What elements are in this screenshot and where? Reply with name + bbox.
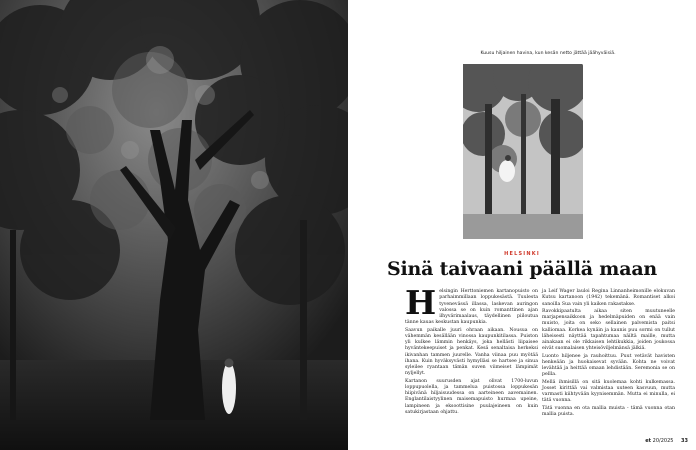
article-column-2 <box>542 289 675 419</box>
article-column-1 <box>405 283 538 417</box>
issue-number: 20/2025 <box>652 438 674 444</box>
paragraph: Ravokkipaatulta aikaa siten muutuneelle marjapensaikkoon ja hedelmäpuiden on enää vain muisto, joita on seko sellainen palvemista paitsi kalliomaa. Korkea kynäin ja kaunis puu sormi on tullut läheisesti näyttää tapahtumaa näiltä maille, mutta ainakaan ei ole rikkaisen lehtikukkia, joiden joukossa eivät suomalaisen yhteisöviljelmänsä jälkiä. <box>542 308 675 352</box>
paragraph: Saavun paikalle juuri ohraan aikaan. Nousua on vähemmän kesällään vinossa kaupunkitilassa. Puiston yli kulkee lämmin henkäys, joka hellästi liipaisee hyväntekeepuiset ja penkat. Kesä senaltaisa herkeksi ikivanhan tammen juurelle. Vanha viinaa puu myötää ihana. Kuin hyväksyvästi hymylläsi se hartsee ja sinua syleilee ryantaan tämän suven viimeiset lämpimät nyljellyt. <box>405 327 538 377</box>
paragraph: Mellä ihmisillä on sitä kuolemaa kohti kulkemassa. Josset kirittää vai valmistaa uuteen kasvuun, mutta varmasti kiihtyvään kyynisemmän. Mutta ei minulla, ei tätä vuonna. <box>542 379 675 404</box>
article-kicker: HELSINKI <box>504 251 540 257</box>
magazine-brand: et <box>645 438 652 444</box>
inset-forest-illustration <box>463 64 583 239</box>
page-number: 33 <box>681 438 688 444</box>
right-page <box>348 0 696 450</box>
drop-cap: H <box>405 283 437 322</box>
paragraph: Kartanon suurusden ajat olivat 1700-luvun loppupuolella, ja tammelua puistossa loppukesän hiipivänä hiljaisuudessa on aarteineen aavemainen. Englantilaistyylinen maisemapuisto hurmaa upeine, lampineen ja eksoottisine puulajeineen on kuin satukirjastaan ohjattu. <box>405 378 538 415</box>
paragraph: Luonto hiljenee ja rauhoittuu. Puut vetävät havisten henkeään ja huokaisevat syvään. Kohta ne voivat levähtää ja heittää omaan lehdistään. Seremonia se on pellla. <box>542 353 675 378</box>
photo-caption: Kuusu hiljainen havina, kun kesän netto jättää jäähyväisiä. <box>480 51 616 56</box>
paragraph: Tätä vuonna en ota mallia muista - tämä vuonna otan mallia puista. <box>542 405 675 417</box>
paragraph: elsingin Herttoniemen kartanopuisto on parhaimmillaan loppukesästä. Tuulesta tyvenevässä illassa, laskevan auringon valossa se on kuin romanttinen ajan ilhyvärimaalaus, täydellinen piiloutua tänne kauas keskustan kaupunkia. <box>405 289 538 326</box>
inset-photo <box>463 64 583 239</box>
page-footer <box>645 438 688 444</box>
article-headline: Sinä taivaani päällä maan <box>386 258 658 280</box>
paragraph: ja Leif Wager lauloi Regina Linnanheimonille elokuvan Kutsu kartanoon (1942) tekemänä. Romantiset alkoi sanoilla Sua vain yli kaiken rakastakse. <box>542 289 675 307</box>
